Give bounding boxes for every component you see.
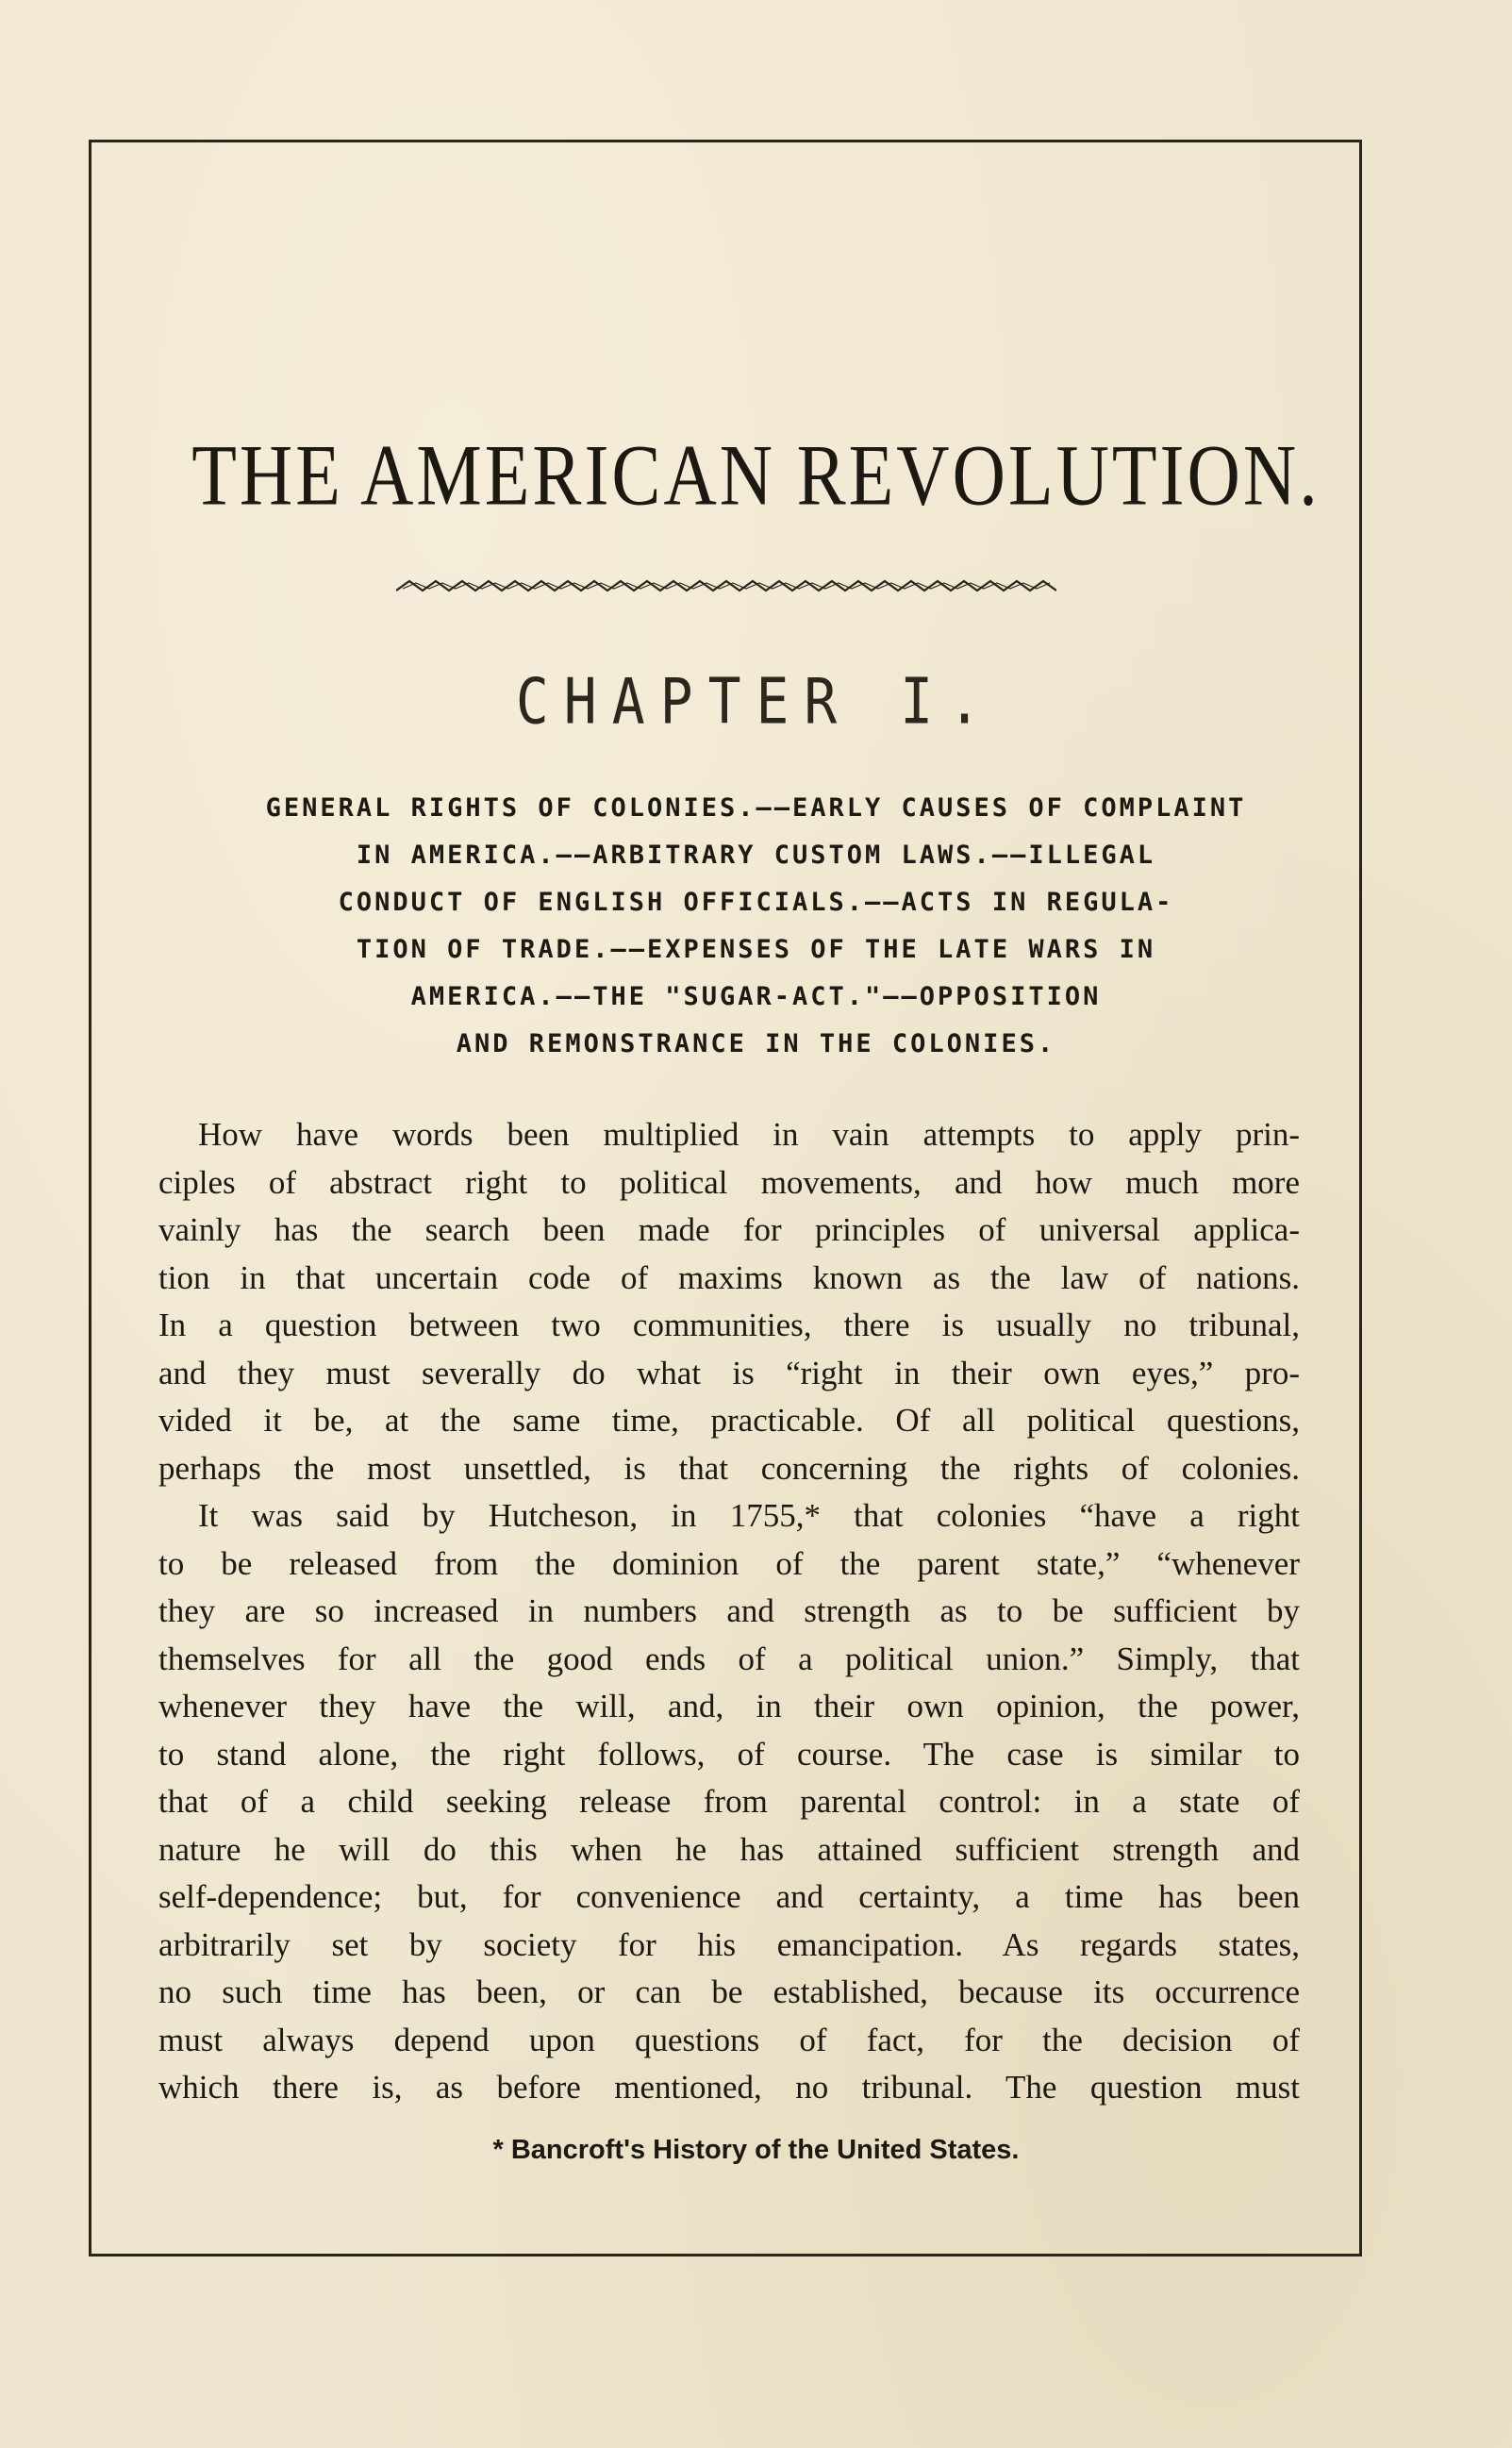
body-line: self-dependence; but, for convenience and certainty, a time has been: [158, 1878, 1300, 1915]
body-line: themselves for all the good ends of a political union.” Simply, that: [158, 1640, 1300, 1677]
chapter-summary: [0, 785, 1512, 1068]
summary-line: AND REMONSTRANCE IN THE COLONIES.: [456, 1029, 1056, 1058]
summary-line: TION OF TRADE.——EXPENSES OF THE LATE WARS IN: [356, 935, 1156, 964]
body-line: How have words been multiplied in vain attempts to apply prin-: [198, 1116, 1300, 1153]
body-line: perhaps the most unsettled, is that concerning the rights of colonies.: [158, 1449, 1300, 1487]
summary-line: GENERAL RIGHTS OF COLONIES.——EARLY CAUSES OF COMPLAINT: [265, 793, 1247, 823]
body-line: and they must severally do what is “right in their own eyes,” pro-: [158, 1354, 1300, 1391]
summary-line: AMERICA.——THE "SUGAR-ACT."——OPPOSITION: [410, 982, 1102, 1011]
ornament-rule: [396, 575, 1056, 598]
page-title: THE AMERICAN REVOLUTION.: [191, 426, 1321, 524]
body-line: tion in that uncertain code of maxims known as the law of nations.: [158, 1258, 1300, 1296]
body-line: vainly has the search been made for principles of universal applica-: [158, 1211, 1300, 1248]
body-line: vided it be, at the same time, practicable. Of all political questions,: [158, 1402, 1300, 1439]
body-line: to be released from the dominion of the parent state,” “whenever: [158, 1544, 1300, 1582]
body-line: no such time has been, or can be established, because its occurrence: [158, 1973, 1300, 2010]
chapter-heading: CHAPTER I.: [515, 664, 997, 739]
summary-line: CONDUCT OF ENGLISH OFFICIALS.——ACTS IN REGULA-: [338, 888, 1174, 917]
body-line: which there is, as before mentioned, no tribunal. The question must: [158, 2069, 1300, 2106]
body-line: ciples of abstract right to political movements, and how much more: [158, 1163, 1300, 1201]
body-line: must always depend upon questions of fact, for the decision of: [158, 2021, 1300, 2058]
body-line: arbitrarily set by society for his emancipation. As regards states,: [158, 1925, 1300, 1963]
body-line: to stand alone, the right follows, of course. The case is similar to: [158, 1735, 1300, 1773]
body-text: [158, 1111, 1300, 2112]
summary-line: IN AMERICA.——ARBITRARY CUSTOM LAWS.——ILLEGAL: [356, 841, 1156, 870]
footnote: * Bancroft's History of the United States.: [492, 2135, 1020, 2165]
body-line: In a question between two communities, there is usually no tribunal,: [158, 1307, 1300, 1343]
body-line: nature he will do this when he has attained sufficient strength and: [158, 1830, 1300, 1868]
body-line: that of a child seeking release from parental control: in a state of: [158, 1783, 1300, 1820]
ornament-wave-inner: [403, 583, 1050, 589]
body-line: It was said by Hutcheson, in 1755,* that colonies “have a right: [198, 1497, 1300, 1534]
body-line: they are so increased in numbers and strength as to be sufficient by: [158, 1592, 1300, 1629]
body-line: whenever they have the will, and, in their own opinion, the power,: [158, 1688, 1300, 1724]
